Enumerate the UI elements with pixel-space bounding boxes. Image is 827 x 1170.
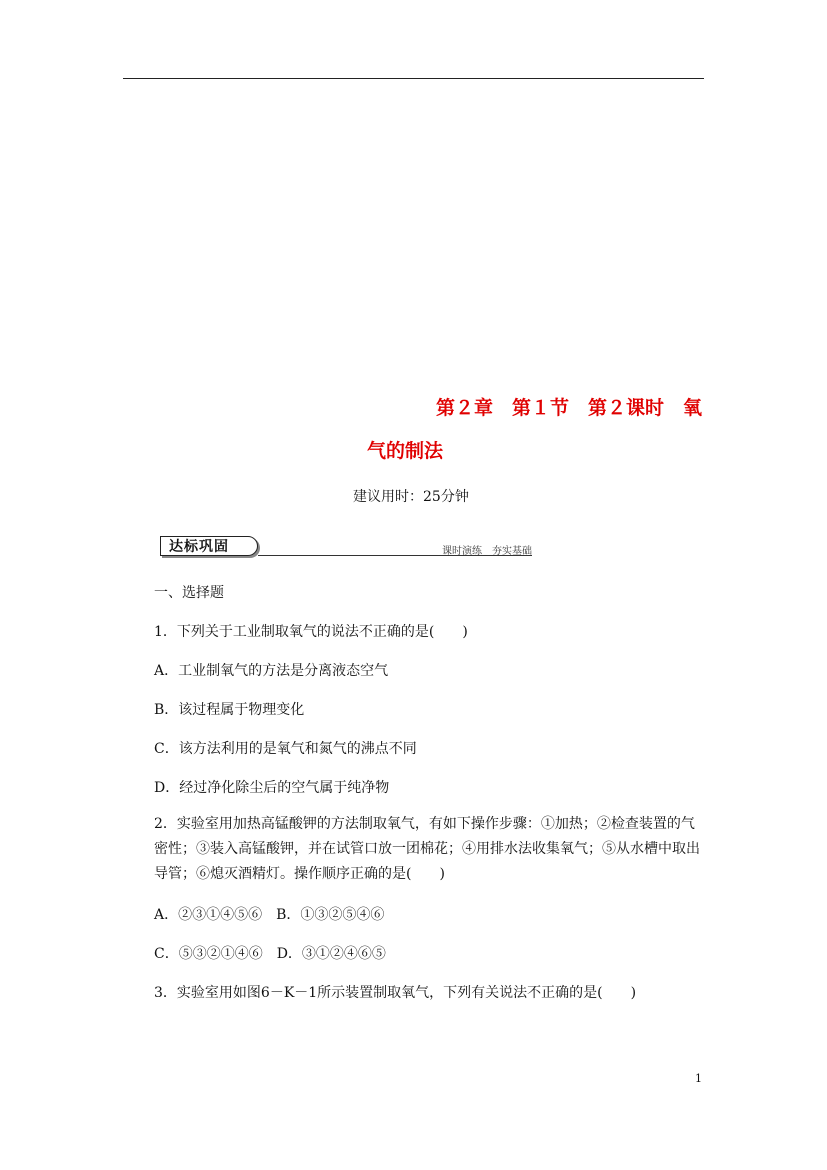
question-1-option-d: D．经过净化除尘后的空气属于纯净物 [154,780,390,796]
question-2-stem: 2．实验室用加热高锰酸钾的方法制取氧气，有如下操作步骤：①加热；②检查装置的气密性；③装入高锰酸钾，并在试管口放一团棉花；④用排水法收集氧气；⑤从水槽中取出导管；⑥熄灭酒精灯。操作顺序正确的是( ) [154,816,700,882]
page-title-line-1: 第２章 第１节 第２课时 氧 [435,397,702,419]
page-title-line-2: 气的制法 [367,440,444,462]
banner-tagline: 课时演练 夯实基础 [442,546,532,557]
suggested-time: 建议用时：25分钟 [353,489,469,505]
question-2-options-cd: C．⑤③②①④⑥ D．③①②④⑥⑤ [154,946,386,962]
question-1-option-c: C．该方法利用的是氧气和氮气的沸点不同 [154,741,417,757]
page-number: 1 [695,1072,702,1085]
question-3-stem: 3．实验室用如图6－K－1所示装置制取氧气，下列有关说法不正确的是( ) [154,985,637,1001]
header-rule [123,78,704,79]
section-heading: 一、选择题 [154,585,224,601]
question-1-option-a: A．工业制氧气的方法是分离液态空气 [154,663,389,679]
question-1-stem: 1．下列关于工业制取氧气的说法不正确的是( ) [154,624,468,640]
banner-label: 达标巩固 [160,536,258,556]
question-1-option-b: B．该过程属于物理变化 [154,702,305,718]
question-2-options-ab: A．②③①④⑤⑥ B．①③②⑤④⑥ [154,907,385,923]
section-banner [160,533,532,559]
